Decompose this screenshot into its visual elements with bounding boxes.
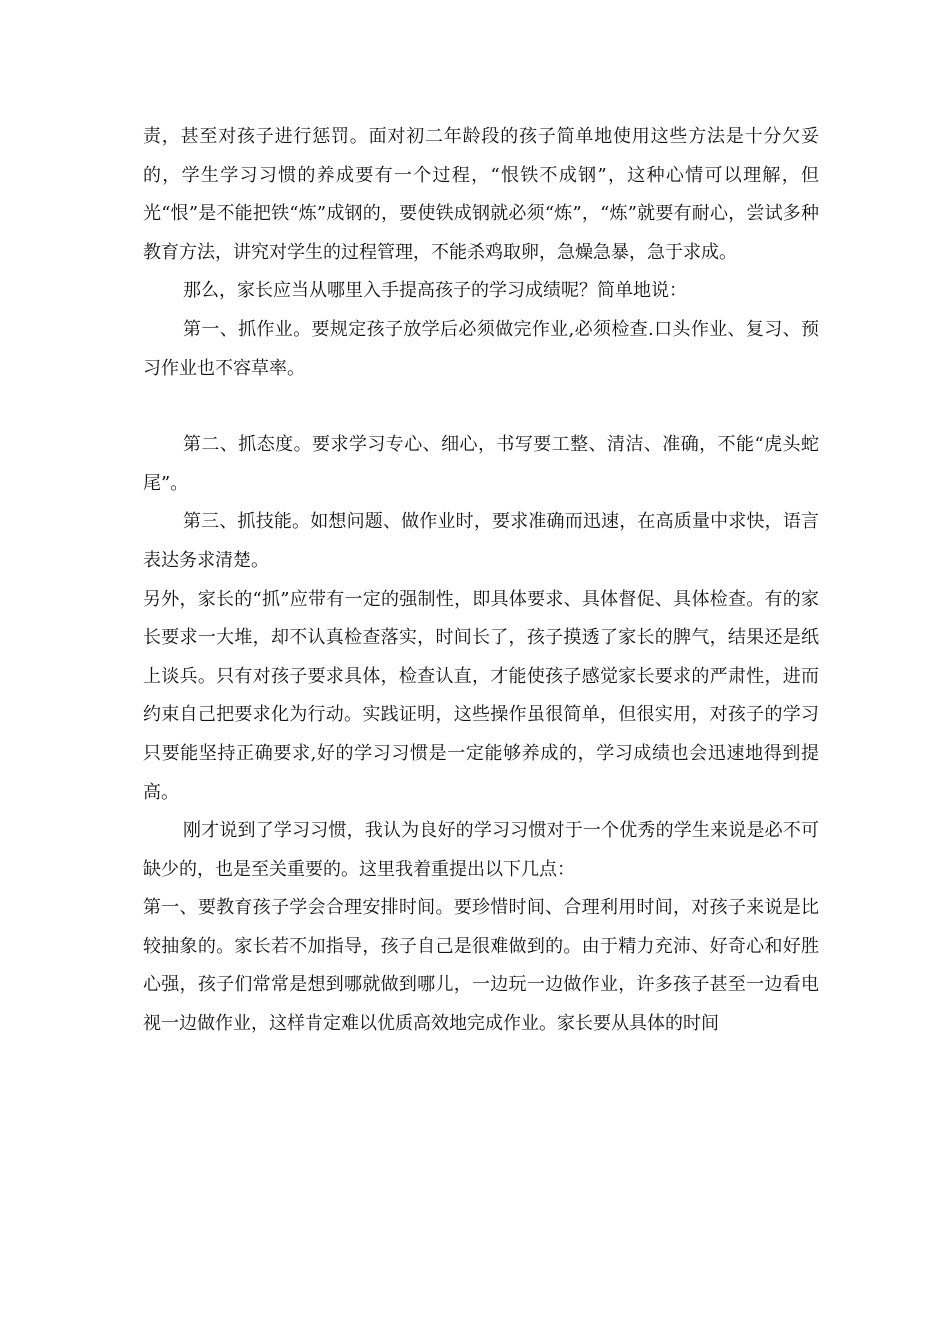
paragraph-gap (143, 388, 819, 426)
body-text (143, 118, 819, 1044)
paragraph-habit-time: 第一、要教育孩子学会合理安排时间。要珍惜时间、合理利用时间，对孩子来说是比较抽象的。家长若不加指导，孩子自己是很难做到的。由于精力充沛、好奇心和好胜心强，孩子们常常是想到哪就做到哪儿，一边玩一边做作业，许多孩子甚至一边看电视一边做作业，这样肯定难以优质高效地完成作业。家长要从具体的时间 (143, 897, 819, 1035)
paragraph-point-attitude: 第二、抓态度。要求学习专心、细心，书写要工整、清洁、准确，不能“虎头蛇尾”。 (143, 434, 819, 494)
paragraph-habits-intro: 刚才说到了学习习惯，我认为良好的学习习惯对于一个优秀的学生来说是必不可缺少的，也是至关重要的。这里我着重提出以下几点： (143, 820, 819, 880)
paragraph-point-homework: 第一、抓作业。要规定孩子放学后必须做完作业,必须检查.口头作业、复习、预习作业也不容草率。 (143, 318, 819, 379)
paragraph-additional: 另外，家长的“抓”应带有一定的强制性，即具体要求、具体督促、具体检查。有的家长要求一大堆，却不认真检查落实，时间长了，孩子摸透了家长的脾气，结果还是纸上谈兵。只有对孩子要求具体，检查认直，才能使孩子感觉家长要求的严肃性，进而约束自己把要求化为行动。实践证明，这些操作虽很简单，但很实用，对孩子的学习只要能坚持正确要求,好的学习习惯是一定能够养成的，学习成绩也会迅速地得到提高。 (143, 588, 819, 803)
paragraph-continuation: 责，甚至对孩子进行惩罚。面对初二年龄段的孩子简单地使用这些方法是十分欠妥的，学生学习习惯的养成要有一个过程，“恨铁不成钢”，这种心情可以理解，但光“恨”是不能把铁“炼”成钢的，要使铁成钢就必须“炼”，“炼”就要有耐心，尝试多种教育方法，讲究对学生的过程管理，不能杀鸡取卵，急燥急暴，急于求成。 (143, 126, 819, 263)
paragraph-question: 那么，家长应当从哪里入手提高孩子的学习成绩呢？简单地说： (183, 280, 687, 302)
paragraph-point-skills: 第三、抓技能。如想问题、做作业时，要求准确而迅速，在高质量中求快，语言表达务求清楚。 (143, 511, 819, 571)
